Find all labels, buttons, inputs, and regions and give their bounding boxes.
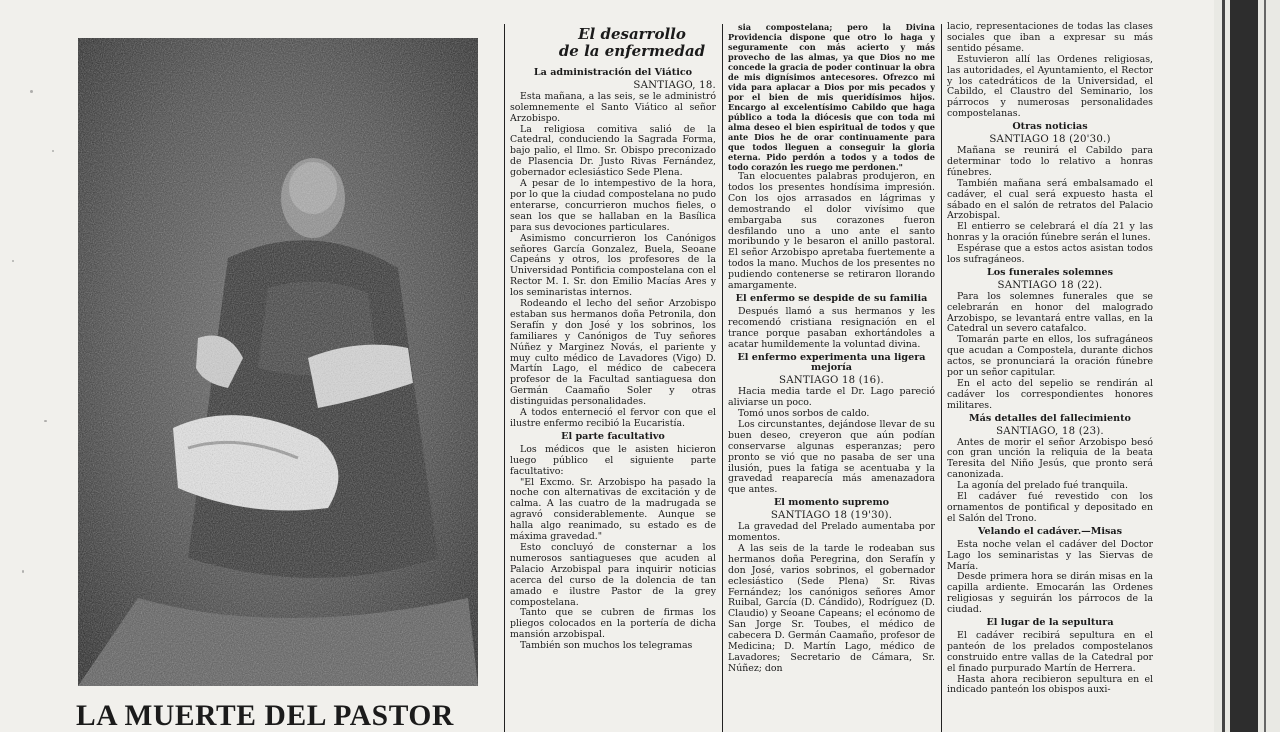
paragraph: Tomó unos sorbos de caldo. xyxy=(738,408,870,420)
print-speck xyxy=(12,260,14,262)
paragraph: A pesar de lo intempestivo de la hora, por lo que la ciudad compostelana no pudo enterarse, concurrieron muchos fieles, o sean los que se hallaban en la Basílica para sus devociones particulares. xyxy=(510,178,716,233)
paragraph: Espérase que a estos actos asistan todos los sufragáneos. xyxy=(947,243,1153,266)
column-rule xyxy=(722,24,723,732)
main-headline: LA MUERTE DEL PASTOR xyxy=(76,700,454,732)
page-edge-strip xyxy=(1214,0,1280,732)
paragraph: Tanto que se cubren de firmas los pliegos colocados en la portería de dicha mansión arzobispal. xyxy=(510,607,716,641)
section-heading: El momento supremo xyxy=(773,497,890,509)
photograph-art xyxy=(78,38,478,686)
section-heading: Los funerales solemnes xyxy=(986,266,1113,278)
page-edge-line xyxy=(1264,0,1266,732)
text-column-2 xyxy=(728,22,935,732)
column-rule xyxy=(941,24,942,732)
paragraph: A las seis de la tarde le rodeaban sus hermanos doña Peregrina, don Serafín y don José, varios sobrinos, el gobernador eclesiástico (Sede Plena) Sr. Rivas Fernández; los canónigos señores Amor Ruibal, García (D. Cándido), Rodríguez (D. Claudio) y Seoane Capeans; el ecónomo de San Jorge Sr. Toubes, el médico de cabecera D. Germán Caamaño, profesor de Medicina; D. Martín Lago, médico de Lavadores; Secretario de Cámara, Sr. Núñez; don xyxy=(728,542,935,674)
paragraph: Esto concluyó de consternar a los numerosos santiagueses que acuden al Palacio Arzobispal para inquirir noticias acerca del curso de la dolencia de tan amado e ilustre Pastor de la grey compostelana. xyxy=(510,541,716,608)
paragraph: El entierro se celebrará el día 21 y las honras y la oración fúnebre serán el lunes. xyxy=(947,221,1153,244)
paragraph: Antes de morir el señor Arzobispo besó con gran unción la reliquia de la beata Teresita del Niño Jesús, que pronto será canonizada. xyxy=(947,436,1153,481)
section-heading: Más detalles del fallecimiento xyxy=(969,412,1131,424)
dateline: SANTIAGO, 18 (23). xyxy=(996,425,1104,437)
section-heading: La administración del Viático xyxy=(533,67,693,78)
paragraph: "El Excmo. Sr. Arzobispo ha pasado la noche con alternativas de excitación y de calma. A las cuatro de la madrugada se agravó considerablemente. Aunque se halla algo reanimado, su estado es de máxima gravedad." xyxy=(510,476,716,543)
dateline: SANTIAGO 18 (19'30). xyxy=(770,510,893,522)
paragraph: A todos enterneció el fervor con que el ilustre enfermo recibió la Eucaristía. xyxy=(510,407,716,429)
paragraph: En el acto del sepelio se rendirán al cadáver los correspondientes honores militares. xyxy=(947,378,1153,411)
text-column-1 xyxy=(510,66,716,732)
paragraph: Desde primera hora se dirán misas en la capilla ardiente. Emocarán las Ordenes religiosas y seguirán los párrocos de la ciudad. xyxy=(947,571,1153,616)
paragraph: Esta mañana, a las seis, se le administró solemnemente el Santo Viático al señor Arzobispo. xyxy=(510,90,716,124)
paragraph: Tomarán parte en ellos, los sufragáneos que acudan a Compostela, durante dichos actos, se pronunciará la oración fúnebre por un señor capitular. xyxy=(947,334,1153,379)
page-edge-line xyxy=(1222,0,1225,732)
section-heading: Otras noticias xyxy=(1012,121,1088,133)
dateline: SANTIAGO 18 (20'30.) xyxy=(989,134,1111,146)
text-column-3 xyxy=(947,22,1153,732)
article-title-line: de la enfermedad xyxy=(558,42,706,60)
paragraph: Tan elocuentes palabras produjeron, en todos los presentes hondísima impresión. Con los ojos arrasados en lágrimas y demostrando el dolor vivísimo que embargaba sus corazones fueron desfilando uno a uno ante el santo moribundo y le besaron el anillo pastoral. El señor Arzobispo apretaba fuertemente a todos la mano. Muchos de los presentes no pudiendo contenerse se retiraron llorando amargamente. xyxy=(728,171,935,292)
paragraph: Los médicos que le asisten hicieron luego público el siguiente parte facultativo: xyxy=(510,443,716,477)
archbishop-photograph xyxy=(78,38,478,686)
paragraph: Mañana se reunirá el Cabildo para determinar todo lo relativo a honras fúnebres. xyxy=(947,144,1153,178)
print-speck xyxy=(44,420,47,422)
article-title xyxy=(542,26,722,60)
paragraph: También son muchos los telegramas xyxy=(520,640,693,652)
paragraph: lacio, representaciones de todas las clases sociales que iban a expresar su más sentido pésame. xyxy=(947,22,1153,54)
section-heading: El enfermo experimenta una ligera mejoría xyxy=(737,351,926,374)
paragraph: Asimismo concurrieron los Canónigos señores García Gonzalez, Buela, Seoane Capeáns y otros, los profesores de la Universidad Pontificia compostelana con el Rector M. I. Sr. don Emilio Macías Ares y los seminaristas internos. xyxy=(510,232,716,299)
quoted-paragraph: sia compostelana; pero la Divina Providencia dispone que otro lo haga y seguramente con más acierto y más provecho de las almas, ya que Dios no me concede la gracia de poder continuar la obra de mis dignísimos antecesores. Ofrezco mi vida para aplacar a Dios por mis pecados y por el bien de mis queridísimos hijos. Encargo al excelentísimo Cabildo que haga público a toda la diócesis que con toda mi alma deseo el bien espiritual de todos y que ante Dios he de orar continuamente para que todos lleguen a conseguir la gloria eterna. Pido perdón a todos y a todos de todo corazón les ruego me perdonen." xyxy=(728,22,935,172)
section-heading: Velando el cadáver.—Misas xyxy=(977,525,1123,537)
paragraph: También mañana será embalsamado el cadáver, el cual será expuesto hasta el sábado en el salón de retratos del Palacio Arzobispal. xyxy=(947,177,1153,222)
print-speck xyxy=(30,90,33,93)
paragraph: Rodeando el lecho del señor Arzobispo estaban sus hermanos doña Petronila, don Serafín y don José y los sobrinos, los familiares y Canónigos de Tuy señores Núñez y Marginez Novás, el pariente y muy culto médico de Lavadores (Vigo) D. Martín Lago, el médico de cabecera profesor de la Facultad santiaguesa don Germán Caamaño Soler y otras distinguidas personalidades. xyxy=(510,298,716,408)
paragraph: La agonía del prelado fué tranquila. xyxy=(957,480,1128,492)
section-heading: El parte facultativo xyxy=(561,430,665,442)
dateline: SANTIAGO 18 (22). xyxy=(997,279,1103,291)
section-heading: El enfermo se despide de su familia xyxy=(735,292,928,304)
paragraph: La religiosa comitiva salió de la Catedral, conduciendo la Sagrada Forma, bajo palio, el Ilmo. Sr. Obispo preconizado de Plasencia Dr. Justo Rivas Fernández, gobernador eclesiástico Sede Plena. xyxy=(510,123,716,179)
paragraph: La gravedad del Prelado aumentaba por momentos. xyxy=(728,521,935,543)
paragraph: Hasta ahora recibieron sepultura en el indicado panteón los obispos auxi- xyxy=(947,673,1153,696)
paragraph: El cadáver recibirá sepultura en el panteón de los prelados compostelanos construido entre vallas de la Catedral por el finado purpurado Martín de Herrera. xyxy=(947,629,1153,674)
page-edge-bar xyxy=(1230,0,1258,732)
paragraph: Para los solemnes funerales que se celebrarán en honor del malogrado Arzobispo, se levantará entre vallas, en la Catedral un severo catafalco. xyxy=(947,290,1153,335)
paragraph: Esta noche velan el cadáver del Doctor Lago los seminaristas y las Siervas de María. xyxy=(947,538,1153,572)
paragraph: Estuvieron allí las Ordenes religiosas, las autoridades, el Ayuntamiento, el Rector y los catedráticos de la Universidad, el Cabildo, el Claustro del Seminario, los párrocos y numerosas personalidades compostelanas. xyxy=(947,53,1153,120)
paragraph: Los circunstantes, dejándose llevar de su buen deseo, creyeron que aún podían conservarse algunas esperanzas; pero pronto se vió que no pasaba de ser una ilusión, pues la fatiga se acentuaba y la gravedad reaparecía más amenazadora que antes. xyxy=(728,418,935,496)
print-speck xyxy=(52,150,54,152)
article-title-line: El desarrollo xyxy=(578,25,686,43)
section-heading: El lugar de la sepultura xyxy=(986,617,1114,629)
print-speck xyxy=(22,570,24,573)
paragraph: Hacia media tarde el Dr. Lago pareció aliviarse un poco. xyxy=(728,386,935,409)
paragraph: El cadáver fué revestido con los ornamentos de pontifical y depositado en el Salón del Trono. xyxy=(947,491,1153,524)
paragraph: Después llamó a sus hermanos y les recomendó cristiana resignación en el trance porque pasaban exhortándoles a acatar humildemente la voluntad divina. xyxy=(728,305,935,350)
dateline: SANTIAGO 18 (16). xyxy=(779,375,884,387)
column-rule xyxy=(504,24,505,732)
dateline: SANTIAGO, 18. xyxy=(633,79,716,91)
